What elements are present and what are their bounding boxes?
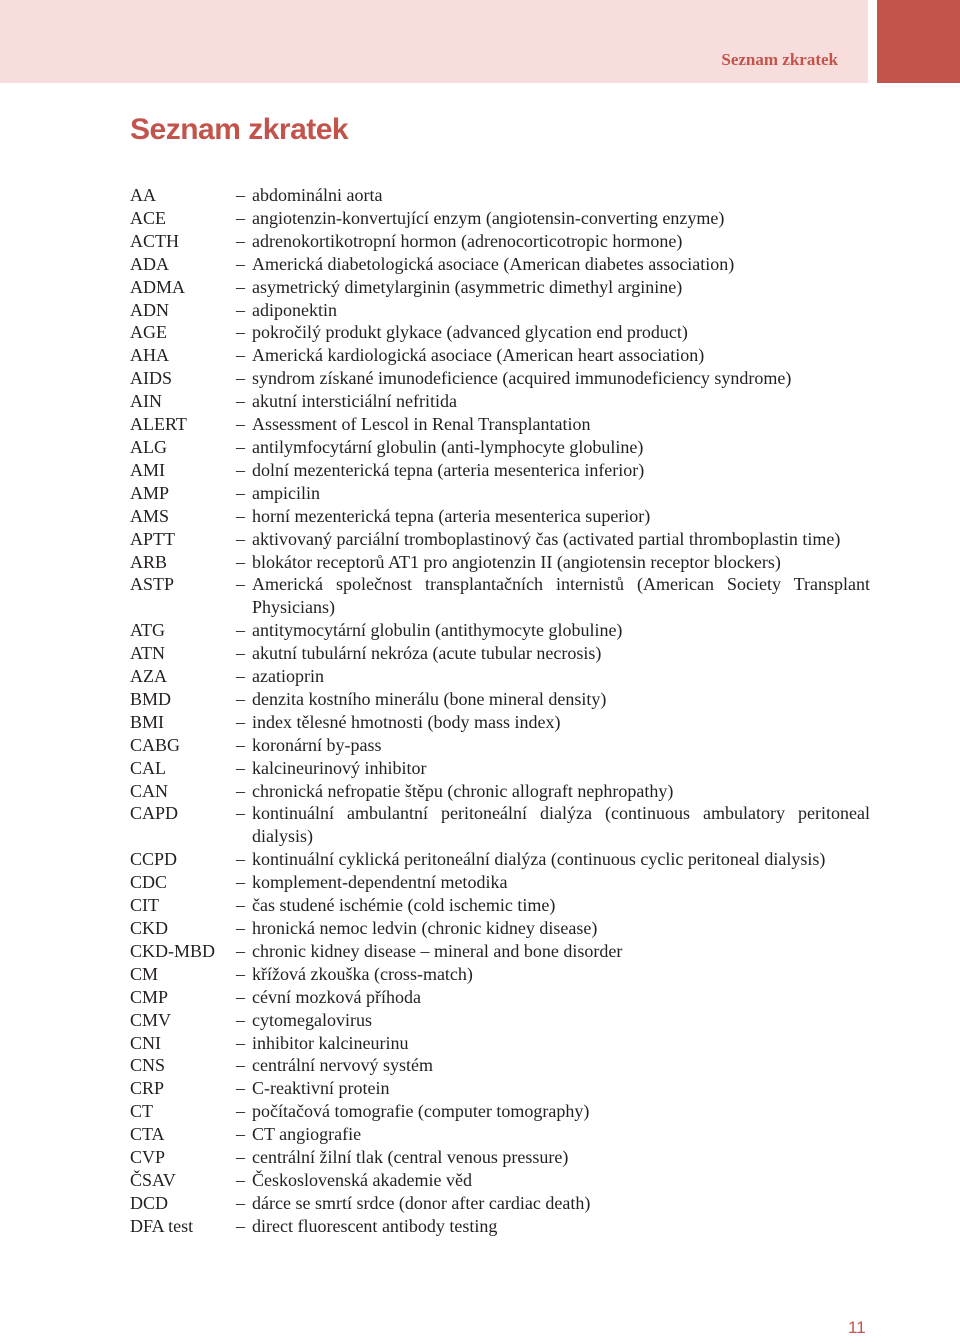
abbreviation-definition: syndrom získané imunodeficience (acquired immunodeficiency syndrome) xyxy=(252,368,792,389)
abbreviation-term: CTA xyxy=(130,1124,165,1145)
abbreviation-definition: horní mezenterická tepna (arteria mesenterica superior) xyxy=(252,505,651,526)
abbreviation-definition: Americká kardiologická asociace (American heart association) xyxy=(252,345,705,366)
list-item xyxy=(130,436,870,459)
entry-dash: – xyxy=(236,895,245,916)
entry-dash: – xyxy=(236,688,245,709)
abbreviation-definition: angiotenzin-konvertující enzym (angiotensin-converting enzyme) xyxy=(252,207,725,228)
header-band xyxy=(0,0,868,83)
entry-dash: – xyxy=(236,1101,245,1122)
list-item xyxy=(130,619,870,642)
entry-dash: – xyxy=(236,528,245,549)
entry-dash: – xyxy=(236,436,245,457)
entry-dash: – xyxy=(236,872,245,893)
entry-dash: – xyxy=(236,803,245,824)
list-item xyxy=(130,1123,870,1146)
abbreviation-term: ČSAV xyxy=(130,1169,176,1190)
abbreviation-term: AHA xyxy=(130,345,169,366)
abbreviation-definition: dárce se smrtí srdce (donor after cardiac death) xyxy=(252,1192,591,1213)
list-item xyxy=(130,482,870,505)
entry-dash: – xyxy=(236,1055,245,1076)
list-item xyxy=(130,1146,870,1169)
abbreviation-term: AIN xyxy=(130,391,162,412)
entry-dash: – xyxy=(236,505,245,526)
abbreviation-definition: dolní mezenterická tepna (arteria mesenterica inferior) xyxy=(252,459,645,480)
abbreviation-definition: C-reaktivní protein xyxy=(252,1078,390,1099)
entry-dash: – xyxy=(236,1124,245,1145)
entry-dash: – xyxy=(236,780,245,801)
entry-dash: – xyxy=(236,986,245,1007)
list-item xyxy=(130,253,870,276)
abbreviation-term: AA xyxy=(130,185,156,205)
entry-dash: – xyxy=(236,391,245,412)
abbreviation-term: CAL xyxy=(130,757,166,778)
entry-dash: – xyxy=(236,253,245,274)
abbreviation-definition: chronická nefropatie štěpu (chronic allograft nephropathy) xyxy=(252,780,674,801)
entry-dash: – xyxy=(236,940,245,961)
abbreviation-term: AMS xyxy=(130,505,170,526)
entry-dash: – xyxy=(236,185,245,205)
list-item xyxy=(130,230,870,253)
list-item xyxy=(130,917,870,940)
abbreviation-definition: cévní mozková příhoda xyxy=(252,986,421,1007)
abbreviation-list xyxy=(130,184,870,1238)
list-item xyxy=(130,528,870,551)
entry-dash: – xyxy=(236,849,245,870)
list-item xyxy=(130,505,870,528)
list-item xyxy=(130,321,870,344)
list-item xyxy=(130,459,870,482)
abbreviation-definition: Československá akademie věd xyxy=(252,1169,472,1190)
entry-dash: – xyxy=(236,459,245,480)
abbreviation-term: CT xyxy=(130,1101,154,1122)
entry-dash: – xyxy=(236,1147,245,1168)
abbreviation-definition: index tělesné hmotnosti (body mass index) xyxy=(252,711,561,732)
abbreviation-definition: ampicilin xyxy=(252,482,320,503)
abbreviation-definition: koronární by-pass xyxy=(252,734,382,755)
abbreviation-term: DFA test xyxy=(130,1215,194,1236)
abbreviation-definition: pokročilý produkt glykace (advanced glycation end product) xyxy=(252,322,688,343)
list-item xyxy=(130,1192,870,1215)
entry-dash: – xyxy=(236,757,245,778)
abbreviation-term: CMV xyxy=(130,1009,172,1030)
list-item xyxy=(130,780,870,803)
list-item xyxy=(130,367,870,390)
abbreviation-term: CABG xyxy=(130,734,181,755)
abbreviation-definition: počítačová tomografie (computer tomography) xyxy=(252,1101,590,1122)
abbreviation-term: ATG xyxy=(130,620,165,641)
abbreviation-definition: akutní intersticiální nefritida xyxy=(252,391,457,412)
abbreviation-term: AMP xyxy=(130,482,170,503)
list-item xyxy=(130,573,870,619)
entry-dash: – xyxy=(236,207,245,228)
abbreviation-definition: asymetrický dimetylarginin (asymmetric dimethyl arginine) xyxy=(252,276,683,297)
header-tab xyxy=(877,0,960,83)
abbreviation-definition: blokátor receptorů AT1 pro angiotenzin II (angiotensin receptor blockers) xyxy=(252,551,781,572)
list-item xyxy=(130,1077,870,1100)
list-item xyxy=(130,1032,870,1055)
list-item xyxy=(130,1100,870,1123)
abbreviation-definition: hronická nemoc ledvin (chronic kidney disease) xyxy=(252,918,598,938)
entry-dash: – xyxy=(236,711,245,732)
list-item xyxy=(130,1215,870,1238)
abbreviation-definition: denzita kostního minerálu (bone mineral density) xyxy=(252,688,607,709)
list-item xyxy=(130,688,870,711)
entry-dash: – xyxy=(236,1169,245,1190)
abbreviation-definition: akutní tubulární nekróza (acute tubular necrosis) xyxy=(252,643,602,664)
list-item xyxy=(130,551,870,574)
abbreviation-term: CNS xyxy=(130,1055,166,1076)
list-item xyxy=(130,963,870,986)
abbreviation-definition: centrální žilní tlak (central venous pressure) xyxy=(252,1147,569,1168)
list-item xyxy=(130,734,870,757)
abbreviation-term: ADMA xyxy=(130,276,186,297)
abbreviation-definition: kontinuální ambulantní peritoneální dialýza (continuous ambulatory peritoneal dialysis) xyxy=(252,803,870,847)
abbreviation-term: CCPD xyxy=(130,849,178,870)
entry-dash: – xyxy=(236,482,245,503)
running-head: Seznam zkratek xyxy=(721,50,838,69)
abbreviation-definition: adiponektin xyxy=(252,299,337,320)
abbreviation-term: AIDS xyxy=(130,368,173,389)
abbreviation-term: ACE xyxy=(130,207,166,228)
entry-dash: – xyxy=(236,1215,245,1236)
abbreviation-definition: křížová zkouška (cross-match) xyxy=(252,963,473,984)
entry-dash: – xyxy=(236,1032,245,1053)
abbreviation-term: CVP xyxy=(130,1147,166,1168)
entry-dash: – xyxy=(236,322,245,343)
entry-dash: – xyxy=(236,299,245,320)
entry-dash: – xyxy=(236,414,245,435)
abbreviation-term: CAPD xyxy=(130,803,179,824)
abbreviation-definition: CT angiografie xyxy=(252,1124,362,1145)
abbreviation-definition: Americká diabetologická asociace (American diabetes association) xyxy=(252,253,735,274)
abbreviation-term: CIT xyxy=(130,895,159,916)
entry-dash: – xyxy=(236,1078,245,1099)
entry-dash: – xyxy=(236,1009,245,1030)
list-item xyxy=(130,276,870,299)
abbreviation-term: ARB xyxy=(130,551,168,572)
abbreviation-term: BMD xyxy=(130,688,172,709)
list-item xyxy=(130,1009,870,1032)
abbreviation-term: ASTP xyxy=(130,574,175,595)
abbreviation-definition: adrenokortikotropní hormon (adrenocorticotropic hormone) xyxy=(252,230,683,251)
entry-dash: – xyxy=(236,345,245,366)
entry-dash: – xyxy=(236,963,245,984)
abbreviation-term: CKD xyxy=(130,918,169,938)
list-item xyxy=(130,940,870,963)
list-item xyxy=(130,184,870,207)
abbreviation-definition: antilymfocytární globulin (anti-lymphocyte globuline) xyxy=(252,436,644,457)
entry-dash: – xyxy=(236,1192,245,1213)
abbreviation-term: CKD-MBD xyxy=(130,940,216,961)
list-item xyxy=(130,665,870,688)
abbreviation-definition: cytomegalovirus xyxy=(252,1009,372,1030)
entry-dash: – xyxy=(236,620,245,641)
abbreviation-term: ALG xyxy=(130,436,167,457)
list-item xyxy=(130,1169,870,1192)
entry-dash: – xyxy=(236,368,245,389)
abbreviation-term: AGE xyxy=(130,322,167,343)
list-item xyxy=(130,299,870,322)
abbreviation-definition: Americká společnost transplantačních internistů (American Society Transplant Physicians) xyxy=(252,574,870,618)
abbreviation-term: ALERT xyxy=(130,414,187,435)
list-item xyxy=(130,207,870,230)
abbreviation-term: CM xyxy=(130,963,159,984)
abbreviation-definition: čas studené ischémie (cold ischemic time) xyxy=(252,895,556,916)
abbreviation-definition: antitymocytární globulin (antithymocyte globuline) xyxy=(252,620,623,641)
abbreviation-term: AZA xyxy=(130,666,167,687)
abbreviation-term: CDC xyxy=(130,872,168,893)
list-item xyxy=(130,848,870,871)
entry-dash: – xyxy=(236,666,245,687)
page-number: 11 xyxy=(848,1318,866,1337)
abbreviation-definition: centrální nervový systém xyxy=(252,1055,433,1076)
list-item xyxy=(130,986,870,1009)
list-item xyxy=(130,413,870,436)
list-item xyxy=(130,344,870,367)
entry-dash: – xyxy=(236,918,245,938)
abbreviation-definition: inhibitor kalcineurinu xyxy=(252,1032,409,1053)
abbreviation-term: ATN xyxy=(130,643,165,664)
abbreviation-term: CMP xyxy=(130,986,169,1007)
entry-dash: – xyxy=(236,551,245,572)
abbreviation-definition: aktivovaný parciální tromboplastinový čas (activated partial thromboplastin time) xyxy=(252,528,841,549)
abbreviation-term: ADN xyxy=(130,299,169,320)
abbreviation-definition: azatioprin xyxy=(252,666,324,687)
abbreviation-definition: kalcineurinový inhibitor xyxy=(252,757,427,778)
abbreviation-definition: chronic kidney disease – mineral and bone disorder xyxy=(252,940,623,961)
list-item xyxy=(130,1054,870,1077)
abbreviation-term: ACTH xyxy=(130,230,179,251)
abbreviation-term: APTT xyxy=(130,528,175,549)
abbreviation-definition: kontinuální cyklická peritoneální dialýza (continuous cyclic peritoneal dialysis) xyxy=(252,849,826,870)
list-item xyxy=(130,390,870,413)
list-item xyxy=(130,894,870,917)
entry-dash: – xyxy=(236,643,245,664)
list-item xyxy=(130,711,870,734)
abbreviation-definition: komplement-dependentní metodika xyxy=(252,872,508,893)
abbreviation-term: BMI xyxy=(130,711,165,732)
abbreviation-term: AMI xyxy=(130,459,165,480)
list-item xyxy=(130,642,870,665)
entry-dash: – xyxy=(236,276,245,297)
entry-dash: – xyxy=(236,574,245,595)
abbreviation-term: ADA xyxy=(130,253,169,274)
abbreviation-term: CNI xyxy=(130,1032,161,1053)
abbreviation-definition: abdominálni aorta xyxy=(252,185,383,205)
abbreviation-term: CRP xyxy=(130,1078,165,1099)
list-item xyxy=(130,757,870,780)
list-item xyxy=(130,802,870,848)
abbreviation-definition: Assessment of Lescol in Renal Transplantation xyxy=(252,414,591,435)
page-title: Seznam zkratek xyxy=(130,113,349,146)
list-item xyxy=(130,871,870,894)
entry-dash: – xyxy=(236,734,245,755)
entry-dash: – xyxy=(236,230,245,251)
abbreviation-definition: direct fluorescent antibody testing xyxy=(252,1215,498,1236)
abbreviation-term: CAN xyxy=(130,780,169,801)
abbreviation-term: DCD xyxy=(130,1192,169,1213)
